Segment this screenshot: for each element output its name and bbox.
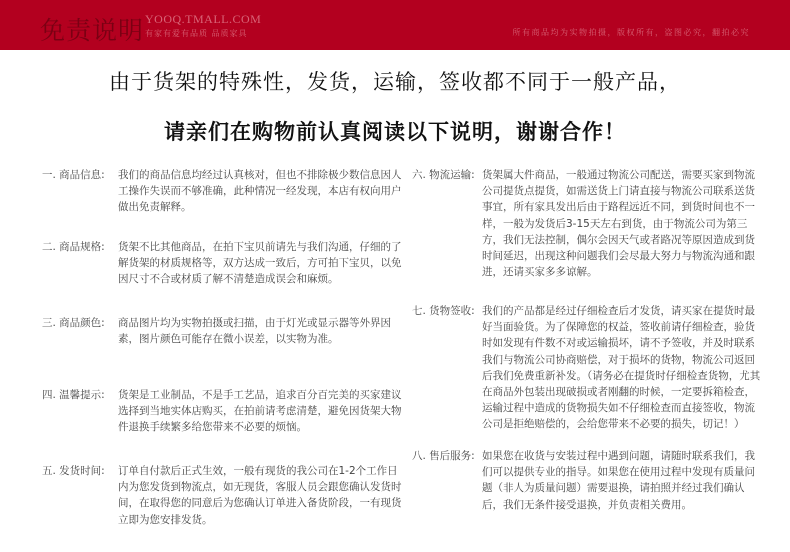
section-label: 八. 售后服务: xyxy=(412,450,475,462)
section-body: 我们的商品信息均经过认真核对，但也不排除极少数信息因人工操作失误而不够准确，此种情况一经发现，本店有权向用户做出免责解释。 xyxy=(118,169,402,214)
section-body: 货架属大件商品，一般通过物流公司配送，需要买家到物流公司提货点提货，如需送货上门请直接与物流公司联系送货事宜，所有家具发出后由于路程远近不同，到货时间也不一样，一般为发货后3-15天左右到货，由于物流公司为第三方，我们无法控制，偶尔会因天气或者路况等原因造成到货时间延迟，出现这种问题我们会尽最大努力与物流沟通和跟进，还请买家多多谅解。 xyxy=(482,169,755,279)
section-body: 订单自付款后正式生效，一般有现货的我公司在1-2个工作日内为您发货到物流点，如无现货，客服人员会跟您确认发货时间，在取得您的同意后为您确认订单进入备货阶段，一有现货立即为您安排发货。 xyxy=(118,465,402,526)
banner-title: 免责说明 xyxy=(40,16,145,45)
headline-line-1: 由于货架的特殊性，发货，运输，签收都不同于一般产品， xyxy=(109,70,681,94)
headline-line-2: 请亲们在购物前认真阅读以下说明，谢谢合作！ xyxy=(164,120,626,144)
section-label: 七. 货物签收: xyxy=(412,305,475,317)
banner-slogan: 有家有爱有品质 品质家具 xyxy=(145,29,248,38)
section-body: 如果您在收货与安装过程中遇到问题，请随时联系我们，我们可以提供专业的指导。如果您在使用过程中发现有质量问题（非人为质量问题）需要退换，请拍照并经过我们确认后，我们无条件接受退换，并负责相关费用。 xyxy=(482,450,755,511)
section-label: 一. 商品信息: xyxy=(42,169,105,181)
section-label: 四. 温馨提示: xyxy=(42,389,105,401)
section-body: 货架不比其他商品，在拍下宝贝前请先与我们沟通，仔细的了解货架的材质规格等，双方达成一致后，方可拍下宝贝，以免因尺寸不合或材质了解不清楚造成误会和麻烦。 xyxy=(118,241,402,286)
header-banner xyxy=(0,0,790,50)
section-label: 二. 商品规格: xyxy=(42,241,105,253)
section-label: 六. 物流运输: xyxy=(412,169,475,181)
section-label: 三. 商品颜色: xyxy=(42,317,105,329)
section-body: 货架是工业制品，不是手工艺品，追求百分百完美的买家建议选择到当地实体店购买，在拍前请考虑清楚，避免因货架大物件退换手续繁多给您带来不必要的烦恼。 xyxy=(118,389,402,434)
section-body: 商品图片均为实物拍摄或扫描，由于灯光或显示器等外界因素，图片颜色可能存在微小误差，以实物为准。 xyxy=(118,317,391,346)
section-label: 五. 发货时间: xyxy=(42,465,105,477)
section-body: 我们的产品都是经过仔细检查后才发货，请买家在提货时最好当面验货。为了保障您的权益，签收前请仔细检查，验货时如发现有件数不对或运输损坏，请不予签收，并及时联系我们与物流公司协商赔偿，对于损坏的货物，物流公司返回后我们免费重新补发。（请务必在提货时仔细检查货物，尤其在商品外包装出现破损或者刚翻的时候，一定要拆箱检查，运输过程中造成的货物损失如不仔细检查而直接签收，物流公司是拒绝赔偿的，会给您带来不必要的损失，切记！） xyxy=(482,305,761,431)
banner-store-url: YOOQ.TMALL.COM xyxy=(145,12,262,26)
banner-copyright-note: 所有商品均为实物拍摄，版权所有，盗图必究，翻拍必究 xyxy=(512,28,750,37)
